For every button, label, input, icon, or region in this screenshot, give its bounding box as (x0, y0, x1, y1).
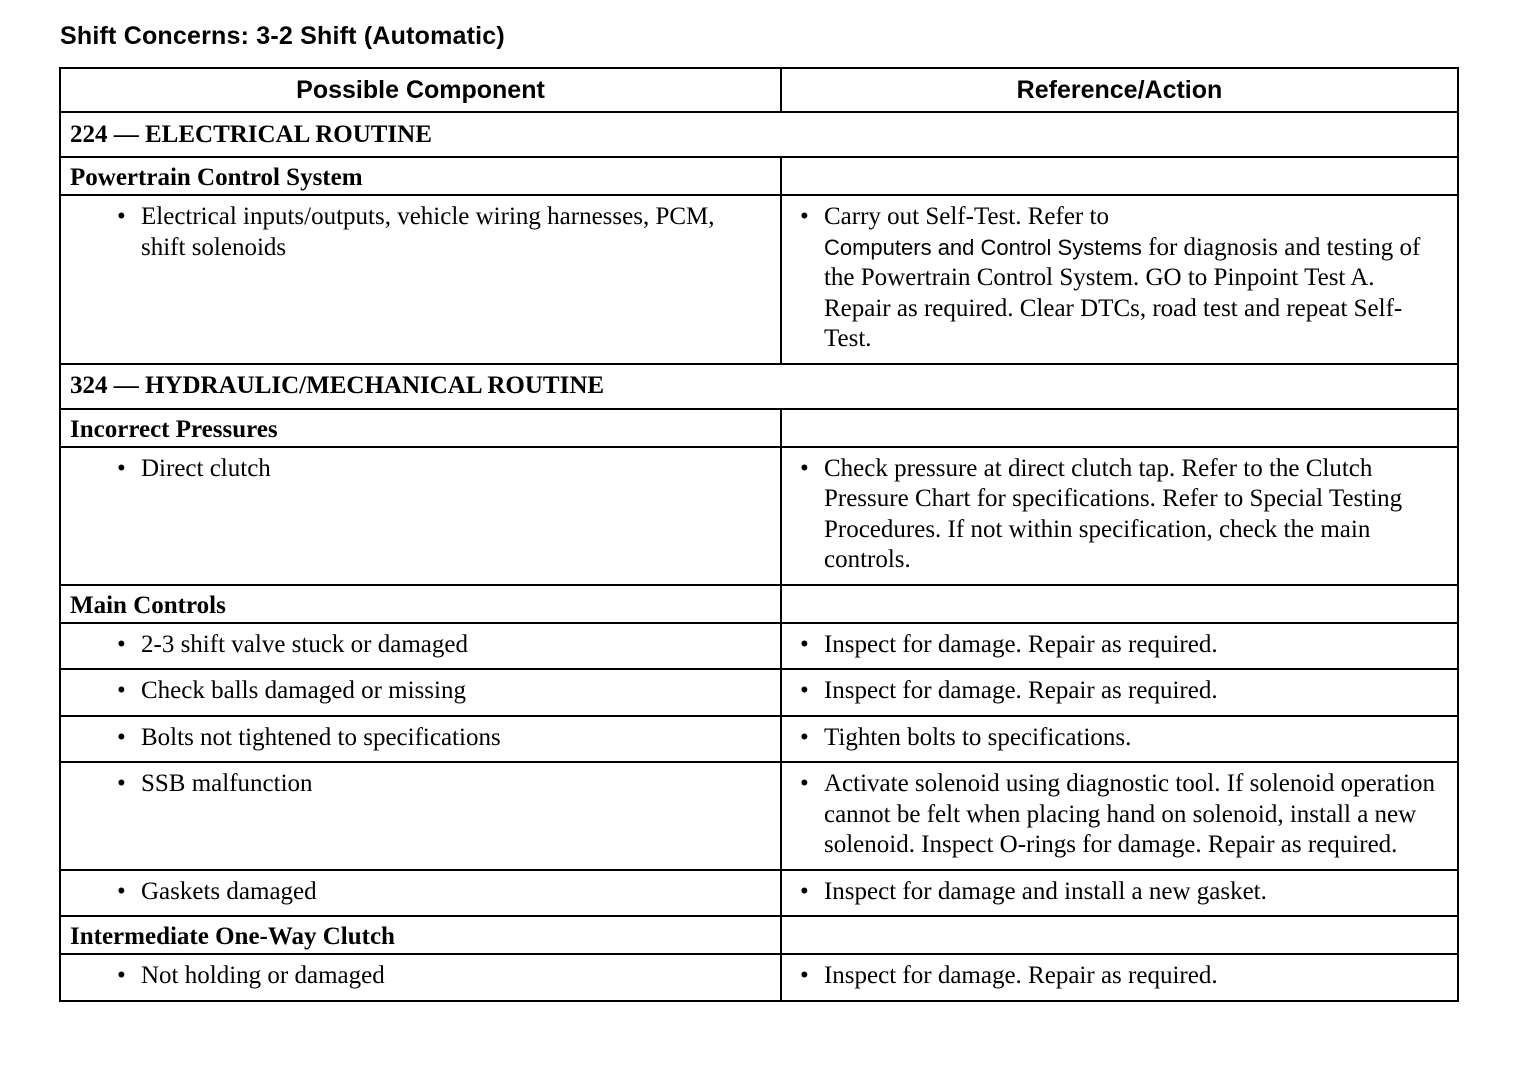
action-text-pre: Carry out Self-Test. Refer to (823, 203, 1109, 230)
reference-link[interactable]: Computers and Control Systems (823, 234, 1142, 260)
action-text: Inspect for damage. Repair as required. (823, 962, 1218, 989)
section-row (60, 364, 1458, 409)
table-row (60, 716, 1458, 763)
column-header-action: Reference/Action (781, 68, 1458, 112)
table-row (60, 623, 1458, 670)
bullet-icon: • (117, 962, 126, 989)
bullet-icon: • (799, 770, 809, 797)
component-text: Bolts not tightened to specifications (141, 723, 501, 751)
empty-cell (781, 157, 1458, 195)
component-text: Direct clutch (141, 454, 271, 482)
action-text: Activate solenoid using diagnostic tool. If solenoid operation cannot be felt when placing hand on solenoid, install a new solenoid. Inspect O-rings for damage. Repair as required. (823, 770, 1435, 858)
bullet-icon: • (117, 454, 126, 482)
table-row (60, 669, 1458, 716)
action-text: Inspect for damage and install a new gasket. (823, 877, 1267, 905)
bullet-icon: • (117, 723, 126, 751)
bullet-icon: • (799, 630, 809, 658)
component-text: Gaskets damaged (141, 877, 317, 905)
table-row (60, 447, 1458, 585)
table-row (60, 762, 1458, 870)
group-pressures: Incorrect Pressures (60, 409, 781, 447)
empty-cell (781, 916, 1458, 954)
group-row (60, 157, 1458, 195)
empty-cell (781, 585, 1458, 623)
table-row (60, 195, 1458, 364)
group-one-way-clutch: Intermediate One-Way Clutch (60, 916, 781, 954)
page-title: Shift Concerns: 3-2 Shift (Automatic) (60, 22, 505, 50)
component-text: Electrical inputs/outputs, vehicle wiring harnesses, PCM, shift solenoids (141, 203, 715, 261)
bullet-icon: • (799, 962, 809, 989)
group-powertrain: Powertrain Control System (60, 157, 781, 195)
group-row (60, 916, 1458, 954)
bullet-icon: • (799, 203, 809, 230)
bullet-icon: • (117, 677, 126, 704)
component-text: 2-3 shift valve stuck or damaged (141, 630, 468, 658)
action-text: Check pressure at direct clutch tap. Refer to the Clutch Pressure Chart for specifications. Refer to Special Testing Procedures. If not within specification, check the main controls. (823, 454, 1403, 573)
action-text: Inspect for damage. Repair as required. (823, 630, 1218, 658)
group-main-controls: Main Controls (60, 585, 781, 623)
component-text: Check balls damaged or missing (141, 677, 466, 704)
bullet-icon: • (799, 454, 809, 482)
bullet-icon: • (117, 877, 126, 905)
action-text: Inspect for damage. Repair as required. (823, 677, 1218, 704)
table-row (60, 870, 1458, 917)
shift-concerns-table (59, 67, 1459, 1002)
bullet-icon: • (799, 877, 809, 905)
section-electrical: 224 — ELECTRICAL ROUTINE (60, 112, 1458, 157)
bullet-icon: • (117, 630, 126, 658)
empty-cell (781, 409, 1458, 447)
column-header-component: Possible Component (60, 68, 781, 112)
group-row (60, 409, 1458, 447)
bullet-icon: • (799, 677, 809, 704)
header-row (60, 68, 1458, 112)
section-hydraulic: 324 — HYDRAULIC/MECHANICAL ROUTINE (60, 364, 1458, 409)
group-row (60, 585, 1458, 623)
action-text-post: for diagnosis and testing of the Powertrain Control System. GO to Pinpoint Test A. Repair as required. Clear DTCs, road test and repeat Self-Test. (823, 233, 1421, 352)
action-text: Tighten bolts to specifications. (823, 723, 1132, 751)
bullet-icon: • (799, 723, 809, 751)
bullet-icon: • (117, 203, 126, 230)
component-text: SSB malfunction (141, 770, 313, 797)
section-row (60, 112, 1458, 157)
table-row (60, 954, 1458, 1001)
bullet-icon: • (117, 770, 126, 797)
component-text: Not holding or damaged (141, 962, 385, 989)
